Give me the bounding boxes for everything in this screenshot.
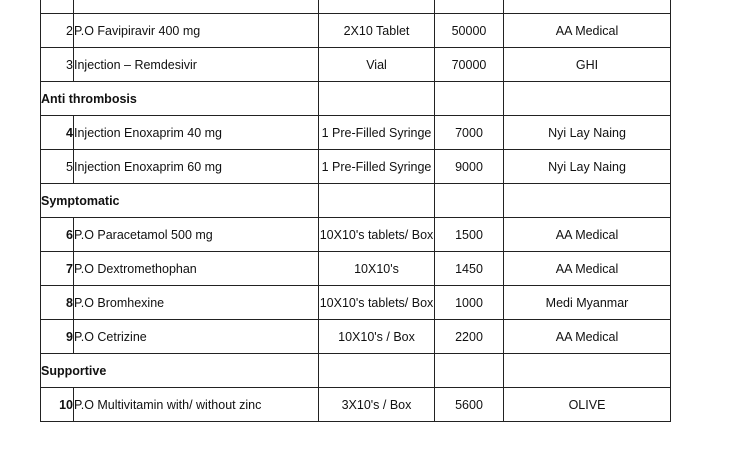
category-label: Supportive [41,354,319,388]
medicine-table-body [41,0,671,422]
table-row [41,218,671,252]
supplier-name: Nyi Lay Naing [504,116,671,150]
medicine-name: P.O Multivitamin with/ without zinc [74,388,319,422]
supplier-name: GHI [504,48,671,82]
medicine-name: P.O Paracetamol 500 mg [74,218,319,252]
table-row [41,116,671,150]
table-row [41,388,671,422]
medicine-name: P.O Favipiravir 400 mg [74,14,319,48]
table-row [41,48,671,82]
supplier-name [504,0,671,14]
supplier-name: AA Medical [504,320,671,354]
table-row [41,252,671,286]
price-value [435,0,504,14]
medicine-name [74,0,319,14]
medicine-name: P.O Cetrizine [74,320,319,354]
dosage-form: 3X10's / Box [319,388,435,422]
category-row [41,354,671,388]
row-number: 9 [41,320,74,354]
price-value: 50000 [435,14,504,48]
price-value: 9000 [435,150,504,184]
price-value: 1500 [435,218,504,252]
price-value: 70000 [435,48,504,82]
price-cell [435,82,504,116]
form-cell [319,184,435,218]
table-row [41,286,671,320]
dosage-form: Vial [319,48,435,82]
row-number: 10 [41,388,74,422]
supplier-name: OLIVE [504,388,671,422]
category-label: Symptomatic [41,184,319,218]
dosage-form: 10X10's tablets/ Box [319,286,435,320]
price-value: 1000 [435,286,504,320]
supplier-cell [504,184,671,218]
category-row [41,82,671,116]
dosage-form: 1 Pre-Filled Syringe [319,150,435,184]
price-value: 2200 [435,320,504,354]
row-number: 2 [41,14,74,48]
row-number [41,0,74,14]
supplier-name: Nyi Lay Naing [504,150,671,184]
dosage-form [319,0,435,14]
row-number: 3 [41,48,74,82]
medicine-name: Injection Enoxaprim 40 mg [74,116,319,150]
row-number: 5 [41,150,74,184]
form-cell [319,354,435,388]
supplier-name: AA Medical [504,252,671,286]
price-value: 1450 [435,252,504,286]
supplier-name: Medi Myanmar [504,286,671,320]
medicine-name: P.O Bromhexine [74,286,319,320]
row-number: 7 [41,252,74,286]
price-cell [435,354,504,388]
supplier-cell [504,82,671,116]
category-row [41,184,671,218]
medicine-name: Injection Enoxaprim 60 mg [74,150,319,184]
table-row [41,150,671,184]
row-number: 6 [41,218,74,252]
price-value: 5600 [435,388,504,422]
row-number: 4 [41,116,74,150]
price-cell [435,184,504,218]
dosage-form: 2X10 Tablet [319,14,435,48]
price-value: 7000 [435,116,504,150]
dosage-form: 10X10's [319,252,435,286]
supplier-name: AA Medical [504,14,671,48]
table-row [41,14,671,48]
row-number: 8 [41,286,74,320]
table-row [41,0,671,14]
dosage-form: 1 Pre-Filled Syringe [319,116,435,150]
form-cell [319,82,435,116]
table-row [41,320,671,354]
dosage-form: 10X10's / Box [319,320,435,354]
medicine-name: P.O Dextromethophan [74,252,319,286]
supplier-cell [504,354,671,388]
category-label: Anti thrombosis [41,82,319,116]
medicine-table [40,0,671,422]
supplier-name: AA Medical [504,218,671,252]
dosage-form: 10X10's tablets/ Box [319,218,435,252]
medicine-name: Injection – Remdesivir [74,48,319,82]
